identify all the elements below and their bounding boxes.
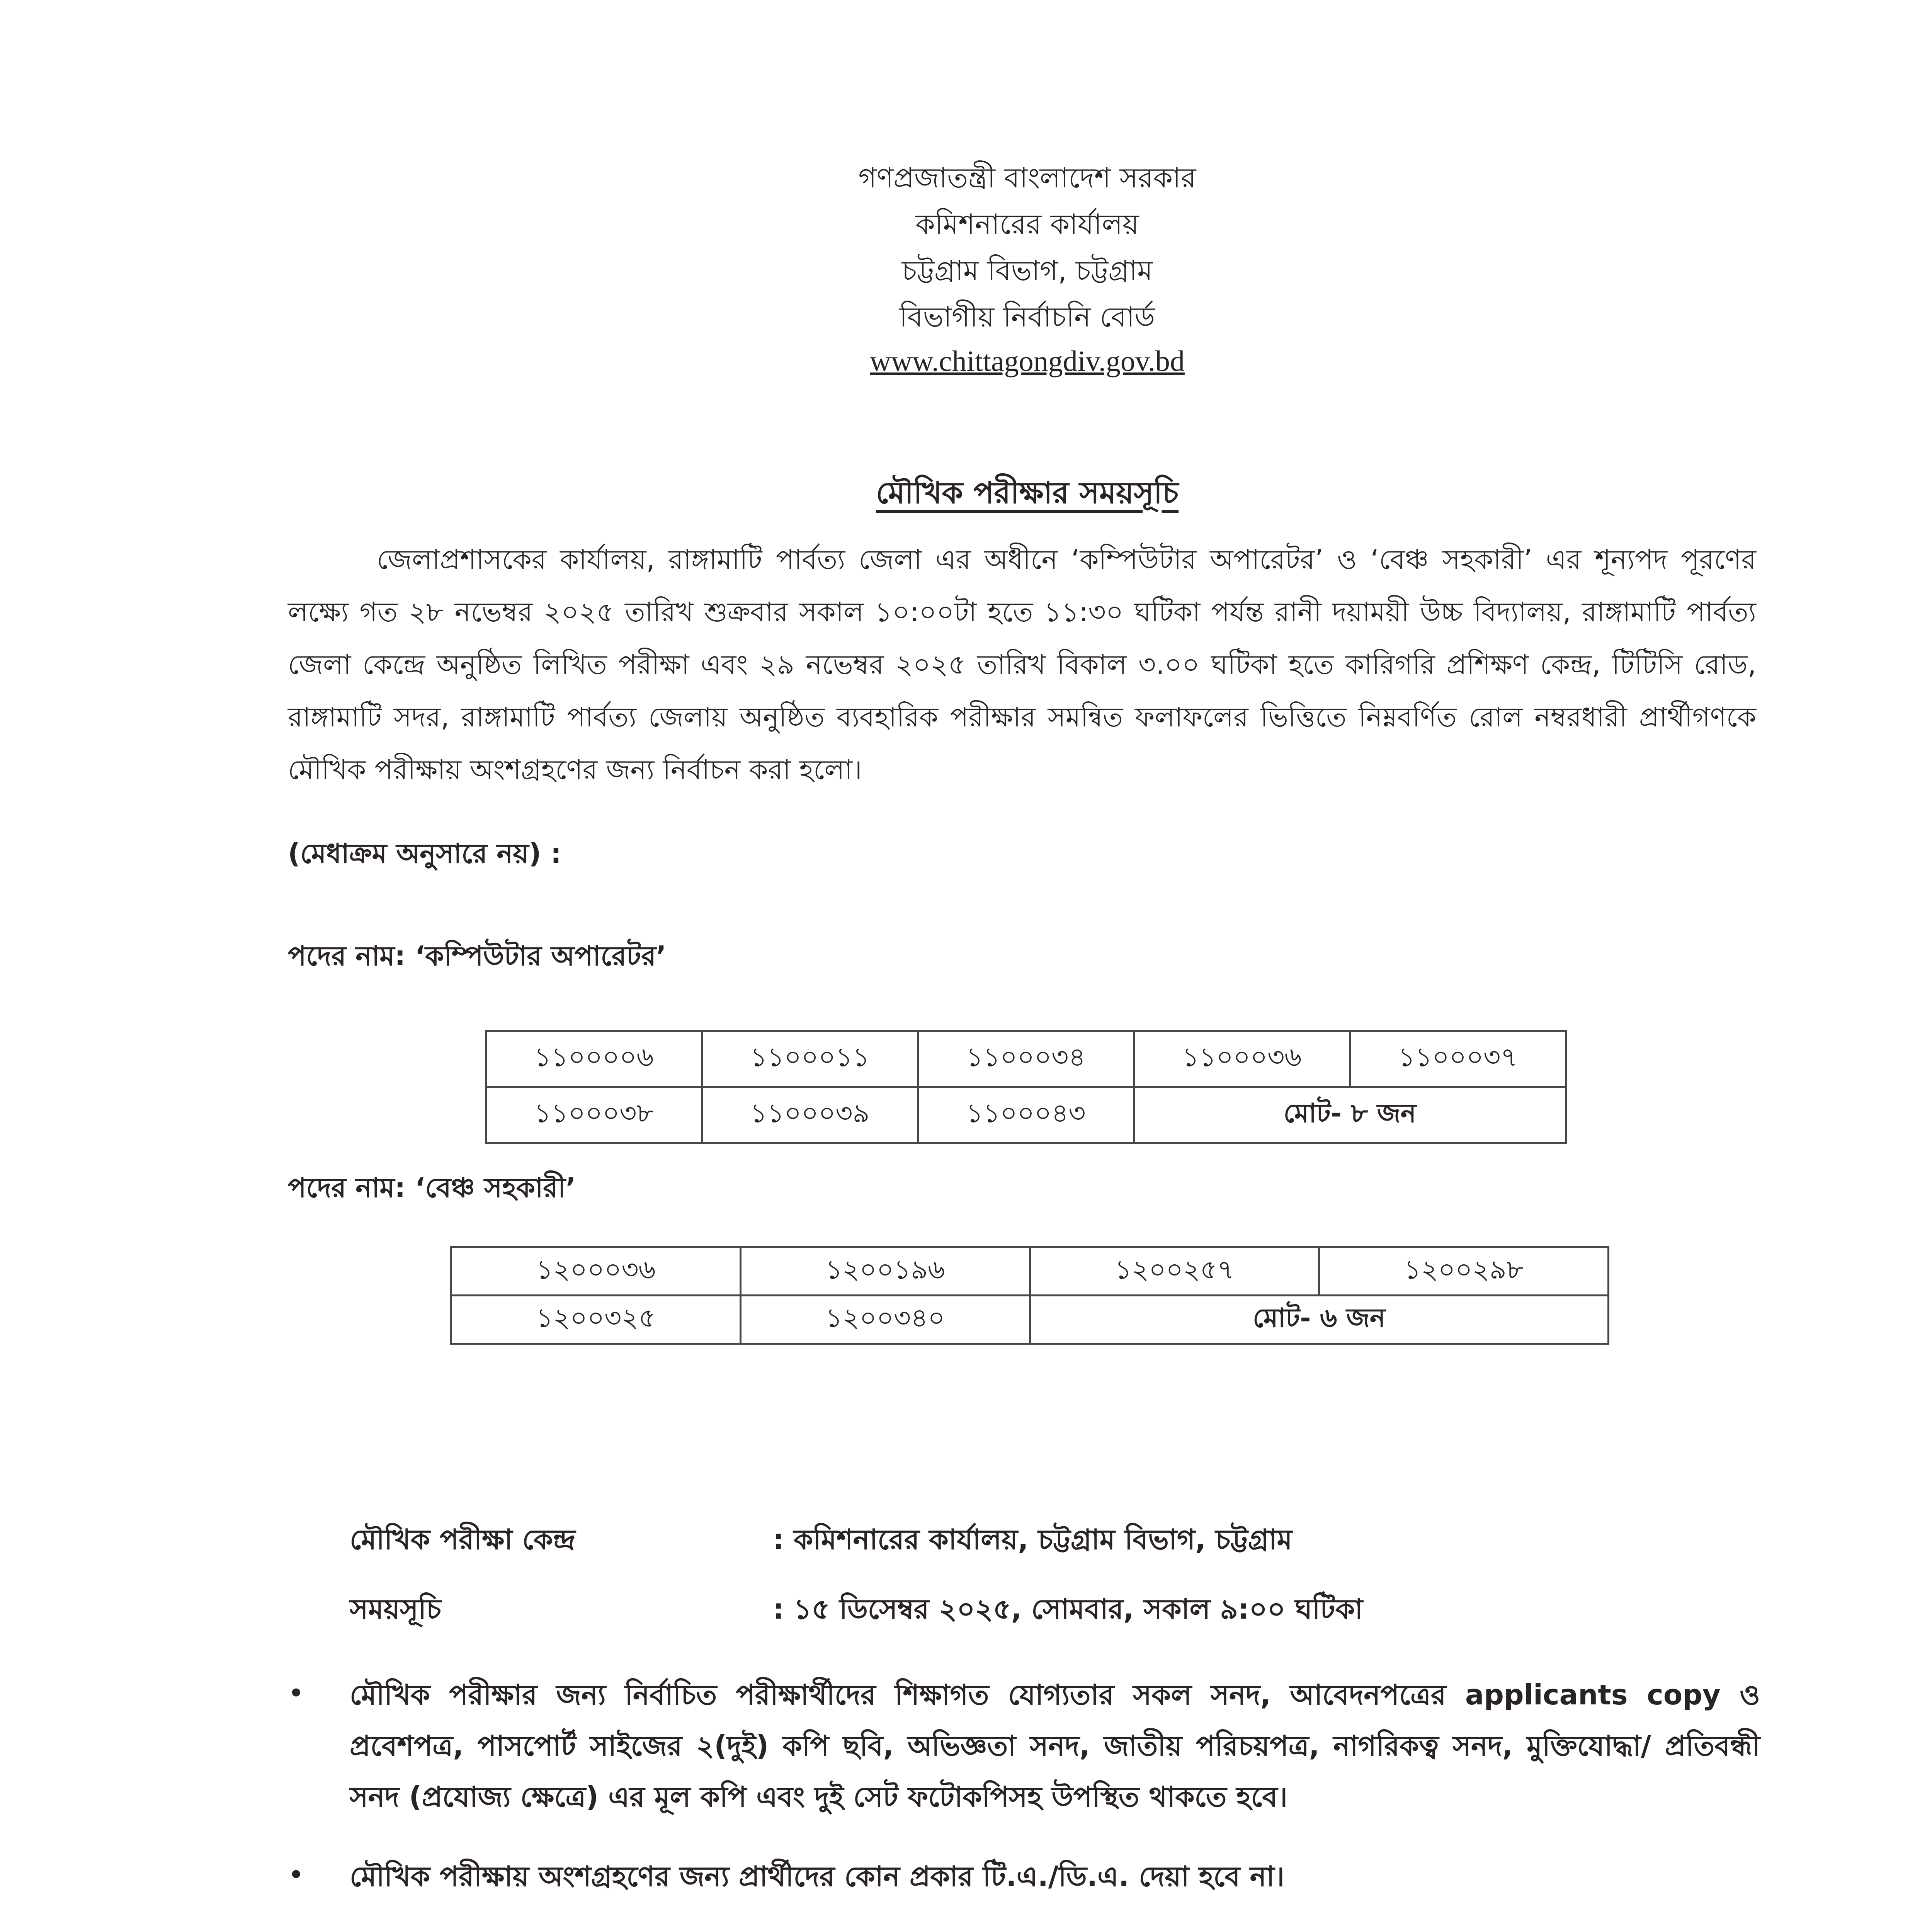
table-row	[451, 1296, 1609, 1344]
table-row	[486, 1031, 1566, 1087]
roll-number: ১১০০০৩৮	[486, 1087, 702, 1143]
roll-number: ১১০০০৩৬	[1134, 1031, 1350, 1087]
roll-number: ১১০০০৩৭	[1350, 1031, 1566, 1087]
schedule-label: সময়সূচি	[350, 1593, 441, 1625]
roll-number: ১১০০০০৬	[486, 1031, 702, 1087]
roll-number: ১১০০০৪৩	[918, 1087, 1134, 1143]
post-label-computer-operator: পদের নাম: ‘কম্পিউটার অপারেটর’	[288, 940, 667, 972]
order-note: (মেধাক্রম অনুসারে নয়) :	[288, 838, 561, 869]
instruction-item: মৌখিক পরীক্ষার জন্য নির্বাচিত পরীক্ষার্থীদের শিক্ষাগত যোগ্যতার সকল সনদ, আবেদনপত্রের applicants copy ও প্রবেশপত্র, পাসপোর্ট সাইজের ২(দুই) কপি ছবি, অভিজ্ঞতা সনদ, জাতীয় পরিচয়পত্র, নাগরিকত্ব সনদ, মুক্তিযোদ্ধা/ প্রতিবন্ধী সনদ (প্রযোজ্য ক্ষেত্রে) এর মূল কপি এবং দুই সেট ফটোকপিসহ উপস্থিত থাকতে হবে।	[350, 1679, 1760, 1813]
header-line-govt: গণপ্রজাতন্ত্রী বাংলাদেশ সরকার	[858, 162, 1196, 194]
exam-center-label: মৌখিক পরীক্ষা কেন্দ্র	[350, 1523, 576, 1556]
roll-number: ১১০০০৩৪	[918, 1031, 1134, 1087]
body-paragraph	[288, 533, 1756, 796]
roll-number: ১২০০৩৪০	[740, 1296, 1030, 1344]
roll-table-computer-operator	[485, 1030, 1567, 1144]
roll-number: ১১০০০১১	[702, 1031, 918, 1087]
post-label-bench-assistant: পদের নাম: ‘বেঞ্চ সহকারী’	[288, 1172, 576, 1204]
total-count: মোট- ৬ জন	[1030, 1296, 1608, 1344]
total-count: মোট- ৮ জন	[1134, 1087, 1566, 1143]
table-row	[451, 1247, 1609, 1296]
roll-number: ১২০০১৯৬	[740, 1247, 1030, 1296]
bullet-icon: •	[288, 1859, 304, 1891]
header-line-office: কমিশনারের কার্যালয়	[915, 208, 1139, 240]
bullet-icon: •	[288, 1677, 304, 1709]
body-paragraph-text: জেলাপ্রশাসকের কার্যালয়, রাঙ্গামাটি পার্বত্য জেলা এর অধীনে ‘কম্পিউটার অপারেটর’ ও ‘বেঞ্চ সহকারী’ এর শূন্যপদ পূরণের লক্ষ্যে গত ২৮ নভেম্বর ২০২৫ তারিখ শুক্রবার সকাল ১০:০০টা হতে ১১:৩০ ঘটিকা পর্যন্ত রানী দয়াময়ী উচ্চ বিদ্যালয়, রাঙ্গামাটি পার্বত্য জেলা কেন্দ্রে অনুষ্ঠিত লিখিত পরীক্ষা এবং ২৯ নভেম্বর ২০২৫ তারিখ বিকাল ৩.০০ ঘটিকা হতে কারিগরি প্রশিক্ষণ কেন্দ্র, টিটিসি রোড, রাঙ্গামাটি সদর, রাঙ্গামাটি পার্বত্য জেলায় অনুষ্ঠিত ব্যবহারিক পরীক্ষার সমন্বিত ফলাফলের ভিত্তিতে নিম্নবর্ণিত রোল নম্বরধারী প্রার্থীগণকে মৌখিক পরীক্ষায় অংশগ্রহণের জন্য নির্বাচন করা হলো।	[288, 544, 1756, 786]
instruction-item: মৌখিক পরীক্ষায় অংশগ্রহণের জন্য প্রার্থীদের কোন প্রকার টি.এ./ডি.এ. দেয়া হবে না।	[350, 1860, 1285, 1893]
roll-number: ১২০০৩২৫	[451, 1296, 741, 1344]
government-header	[0, 155, 1932, 383]
roll-number: ১২০০২৯৮	[1319, 1247, 1609, 1296]
roll-number: ১১০০০৩৯	[702, 1087, 918, 1143]
roll-number: ১২০০২৫৭	[1030, 1247, 1319, 1296]
header-line-division: চট্টগ্রাম বিভাগ, চট্টগ্রাম	[901, 254, 1153, 287]
table-row	[486, 1087, 1566, 1143]
document-title: মৌখিক পরীক্ষার সময়সূচি	[876, 476, 1179, 510]
roll-table-bench-assistant	[450, 1246, 1609, 1345]
website-link[interactable]: www.chittagongdiv.gov.bd	[870, 345, 1185, 378]
roll-number: ১২০০০৩৬	[451, 1247, 741, 1296]
schedule-value: : ১৫ ডিসেম্বর ২০২৫, সোমবার, সকাল ৯:০০ ঘটিকা	[773, 1593, 1363, 1625]
header-line-board: বিভাগীয় নির্বাচনি বোর্ড	[899, 301, 1155, 333]
exam-center-value: : কমিশনারের কার্যালয়, চট্টগ্রাম বিভাগ, চট্টগ্রাম	[773, 1523, 1293, 1556]
